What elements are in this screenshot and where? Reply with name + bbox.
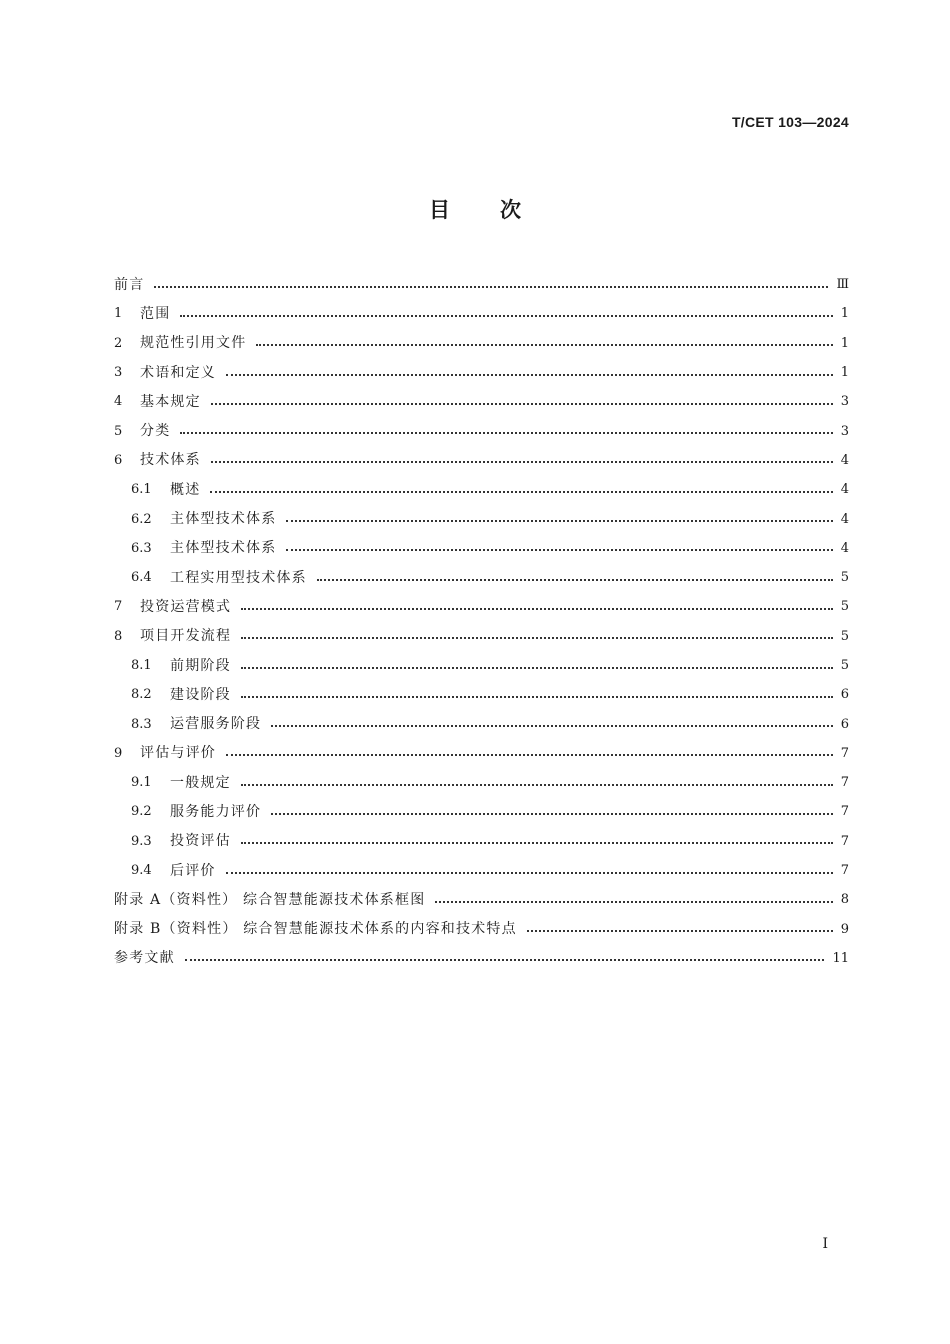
dot-leader bbox=[271, 813, 833, 815]
toc-entry-label: 一般规定 bbox=[170, 774, 231, 791]
dot-leader bbox=[211, 461, 833, 463]
toc-entry-page: 7 bbox=[840, 863, 849, 879]
toc-entry-label: 主体型技术体系 bbox=[170, 540, 277, 557]
toc-entry-number: 6 bbox=[114, 452, 123, 468]
dot-leader bbox=[241, 784, 833, 786]
toc-entry[interactable] bbox=[114, 651, 849, 680]
page-title bbox=[0, 194, 950, 224]
toc-entry-page: 1 bbox=[840, 335, 849, 351]
toc-entry-number: 3 bbox=[114, 365, 123, 381]
toc-entry-page: 6 bbox=[840, 716, 849, 732]
toc-entry[interactable] bbox=[114, 680, 849, 709]
table-of-contents bbox=[114, 270, 849, 973]
toc-entry[interactable] bbox=[114, 592, 849, 621]
dot-leader bbox=[271, 725, 833, 727]
toc-entry-label: 前期阶段 bbox=[170, 657, 231, 674]
toc-entry-page: Ⅲ bbox=[836, 277, 849, 293]
toc-entry-number: 5 bbox=[114, 423, 123, 439]
toc-entry-page: 4 bbox=[840, 482, 849, 498]
toc-entry-label: 主体型技术体系 bbox=[170, 511, 277, 528]
toc-entry-number: 7 bbox=[114, 599, 123, 615]
toc-entry[interactable] bbox=[114, 534, 849, 563]
toc-entry-label: 评估与评价 bbox=[140, 745, 216, 762]
toc-entry-label: 规范性引用文件 bbox=[140, 335, 247, 352]
toc-entry[interactable] bbox=[114, 827, 849, 856]
dot-leader bbox=[241, 637, 833, 639]
toc-entry[interactable] bbox=[114, 387, 849, 416]
toc-entry-page: 1 bbox=[840, 365, 849, 381]
toc-entry[interactable] bbox=[114, 446, 849, 475]
toc-entry-page: 5 bbox=[840, 658, 849, 673]
toc-entry-page: 9 bbox=[840, 921, 849, 937]
toc-entry-page: 5 bbox=[840, 570, 849, 586]
dot-leader bbox=[226, 872, 833, 874]
toc-entry-page: 4 bbox=[840, 452, 849, 468]
toc-entry-page: 5 bbox=[840, 599, 849, 615]
document-code: T/CET 103—2024 bbox=[731, 114, 849, 130]
toc-entry[interactable] bbox=[114, 299, 849, 328]
toc-entry[interactable] bbox=[114, 915, 849, 944]
dot-leader bbox=[154, 286, 828, 288]
toc-entry-page: 3 bbox=[840, 423, 849, 439]
toc-entry-number: 9.2 bbox=[131, 804, 152, 820]
toc-entry-number: 6.4 bbox=[131, 570, 152, 586]
toc-entry-page: 7 bbox=[840, 833, 849, 849]
toc-entry-label: 投资评估 bbox=[170, 833, 231, 850]
toc-entry-number: 9.4 bbox=[131, 863, 152, 879]
dot-leader bbox=[211, 403, 833, 405]
toc-entry-number: 6.3 bbox=[131, 540, 152, 556]
toc-entry-label: 术语和定义 bbox=[140, 364, 216, 381]
dot-leader bbox=[286, 549, 832, 551]
toc-entry[interactable] bbox=[114, 944, 849, 973]
toc-entry-number: 1 bbox=[114, 306, 123, 322]
toc-entry-label: 范围 bbox=[140, 305, 171, 322]
title-char-2: 次 bbox=[500, 198, 521, 222]
toc-entry[interactable] bbox=[114, 856, 849, 885]
toc-entry-page: 4 bbox=[840, 511, 849, 527]
toc-entry-label: 概述 bbox=[170, 481, 201, 498]
toc-entry[interactable] bbox=[114, 329, 849, 358]
toc-entry-page: 5 bbox=[840, 628, 849, 644]
toc-entry-page: 8 bbox=[840, 892, 849, 908]
toc-entry-label: 基本规定 bbox=[140, 393, 201, 410]
toc-entry[interactable] bbox=[114, 622, 849, 651]
toc-entry-page: 1 bbox=[840, 306, 849, 322]
toc-entry[interactable] bbox=[114, 768, 849, 797]
dot-leader bbox=[241, 667, 833, 669]
toc-entry-label: 技术体系 bbox=[140, 452, 201, 469]
dot-leader bbox=[317, 579, 833, 581]
toc-entry-number: 8.3 bbox=[131, 716, 152, 732]
toc-entry-page: 7 bbox=[840, 745, 849, 761]
dot-leader bbox=[226, 754, 833, 756]
toc-entry-label: 工程实用型技术体系 bbox=[170, 569, 307, 586]
dot-leader bbox=[226, 374, 833, 376]
toc-entry-number: 9.3 bbox=[131, 833, 152, 849]
toc-entry-number: 8 bbox=[114, 628, 123, 644]
dot-leader bbox=[256, 344, 832, 346]
page-number-footer: I bbox=[822, 1236, 828, 1252]
toc-entry-label: 前言 bbox=[114, 276, 145, 293]
toc-entry-label: 附录 B（资料性） 综合智慧能源技术体系的内容和技术特点 bbox=[114, 921, 517, 938]
dot-leader bbox=[180, 432, 832, 434]
toc-entry[interactable] bbox=[114, 270, 849, 299]
toc-entry[interactable] bbox=[114, 563, 849, 592]
toc-entry-label: 后评价 bbox=[170, 862, 216, 879]
toc-entry-number: 6.2 bbox=[131, 511, 152, 527]
toc-entry-page: 3 bbox=[840, 394, 849, 410]
toc-entry[interactable] bbox=[114, 885, 849, 914]
toc-entry-label: 服务能力评价 bbox=[170, 803, 262, 820]
toc-entry-label: 参考文献 bbox=[114, 950, 175, 967]
dot-leader bbox=[180, 315, 832, 317]
toc-entry-number: 8.2 bbox=[131, 687, 152, 703]
toc-entry[interactable] bbox=[114, 797, 849, 826]
toc-entry[interactable] bbox=[114, 475, 849, 504]
toc-entry[interactable] bbox=[114, 709, 849, 738]
dot-leader bbox=[241, 696, 833, 698]
toc-entry-label: 项目开发流程 bbox=[140, 628, 232, 645]
dot-leader bbox=[241, 608, 833, 610]
toc-entry-page: 11 bbox=[832, 950, 849, 966]
toc-entry-number: 9.1 bbox=[131, 775, 152, 791]
toc-entry[interactable] bbox=[114, 504, 849, 533]
toc-entry[interactable] bbox=[114, 358, 849, 387]
toc-entry-number: 8.1 bbox=[131, 658, 152, 673]
toc-entry[interactable] bbox=[114, 739, 849, 768]
toc-entry-number: 4 bbox=[114, 394, 123, 410]
toc-entry-page: 7 bbox=[840, 804, 849, 820]
toc-entry-page: 7 bbox=[840, 775, 849, 791]
toc-entry-label: 分类 bbox=[140, 423, 171, 440]
toc-entry-label: 建设阶段 bbox=[170, 686, 231, 703]
toc-entry[interactable] bbox=[114, 416, 849, 445]
dot-leader bbox=[241, 842, 833, 844]
toc-entry-number: 2 bbox=[114, 335, 123, 351]
dot-leader bbox=[435, 901, 832, 903]
dot-leader bbox=[185, 959, 825, 961]
toc-entry-label: 附录 A（资料性） 综合智慧能源技术体系框图 bbox=[114, 891, 426, 908]
dot-leader bbox=[286, 520, 832, 522]
toc-entry-label: 运营服务阶段 bbox=[170, 716, 262, 733]
toc-entry-label: 投资运营模式 bbox=[140, 598, 232, 615]
dot-leader bbox=[210, 491, 832, 493]
toc-entry-number: 6.1 bbox=[131, 482, 152, 498]
title-char-1: 目 bbox=[429, 198, 450, 222]
toc-entry-page: 6 bbox=[840, 687, 849, 703]
dot-leader bbox=[527, 930, 833, 932]
toc-entry-number: 9 bbox=[114, 745, 123, 761]
toc-entry-page: 4 bbox=[840, 540, 849, 556]
